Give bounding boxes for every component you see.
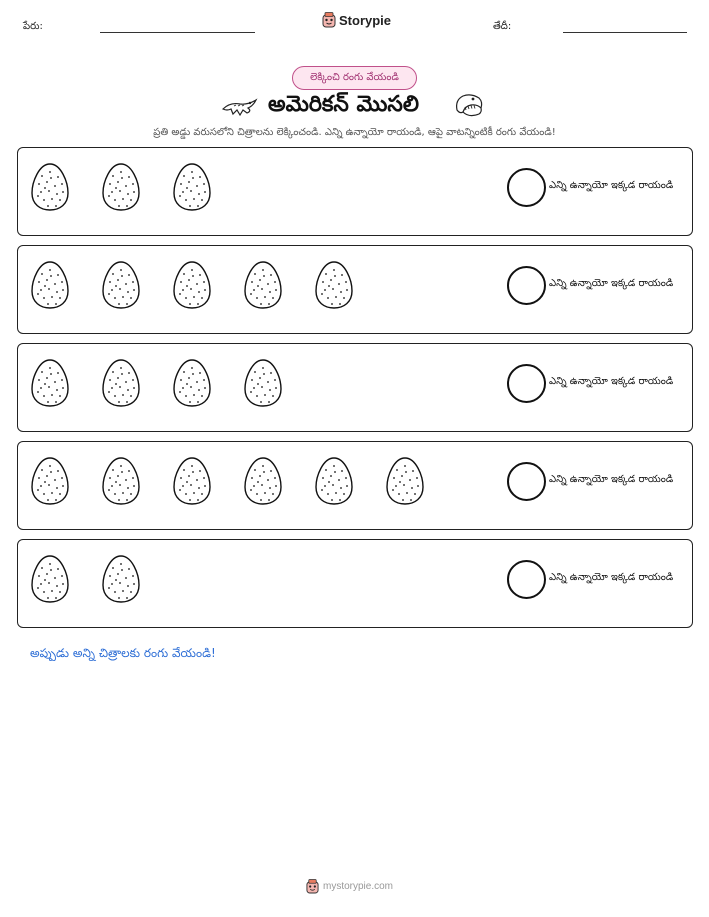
answer-circle[interactable]: [507, 560, 546, 599]
egg-icon[interactable]: [314, 260, 354, 310]
activity-badge: లెక్కించి రంగు వేయండి: [292, 66, 417, 90]
egg-icon[interactable]: [172, 358, 212, 408]
answer-circle[interactable]: [507, 266, 546, 305]
answer-circle[interactable]: [507, 462, 546, 501]
title-row: [0, 88, 709, 124]
storypie-mascot-icon: [322, 12, 336, 28]
egg-icon[interactable]: [314, 456, 354, 506]
date-label: తేదీ:: [493, 21, 512, 32]
name-line: [100, 32, 255, 33]
footer-note: అప్పుడు అన్ని చిత్రాలకు రంగు వేయండి!: [30, 646, 216, 660]
answer-circle[interactable]: [507, 364, 546, 403]
crocodile-head-icon: [453, 92, 485, 120]
counting-row: [17, 539, 693, 628]
brand-logo: [322, 12, 391, 28]
name-label: పేరు:: [23, 21, 43, 32]
egg-icon[interactable]: [243, 456, 283, 506]
answer-label: ఎన్ని ఉన్నాయో ఇక్కడ రాయండి: [549, 376, 674, 387]
date-line: [563, 32, 687, 33]
instruction-text: ప్రతి అడ్డు వరుసలోని చిత్రాలను లెక్కించండి. ఎన్ని ఉన్నాయో రాయండి, ఆపై వాటన్నింటికీ రంగు వేయండి!: [153, 127, 556, 138]
egg-icon[interactable]: [172, 162, 212, 212]
counting-row: [17, 245, 693, 334]
egg-icon[interactable]: [101, 358, 141, 408]
brand-name: Storypie: [339, 12, 392, 28]
counting-row: [17, 343, 693, 432]
egg-icon[interactable]: [243, 260, 283, 310]
egg-icon[interactable]: [172, 456, 212, 506]
answer-circle[interactable]: [507, 168, 546, 207]
egg-icon[interactable]: [385, 456, 425, 506]
worksheet-header: [0, 0, 709, 50]
storypie-mascot-icon: [306, 879, 319, 894]
egg-icon[interactable]: [30, 260, 70, 310]
egg-icon[interactable]: [30, 162, 70, 212]
answer-label: ఎన్ని ఉన్నాయో ఇక్కడ రాయండి: [549, 180, 674, 191]
site-footer: [306, 879, 393, 894]
answer-label: ఎన్ని ఉన్నాయో ఇక్కడ రాయండి: [549, 474, 674, 485]
site-url: mystorypie.com: [323, 881, 394, 892]
egg-icon[interactable]: [30, 554, 70, 604]
counting-row: [17, 441, 693, 530]
egg-icon[interactable]: [243, 358, 283, 408]
egg-icon[interactable]: [101, 554, 141, 604]
egg-icon[interactable]: [30, 456, 70, 506]
crocodile-icon: [222, 94, 258, 118]
answer-label: ఎన్ని ఉన్నాయో ఇక్కడ రాయండి: [549, 278, 674, 289]
page-title: అమెరికన్ మొసలి: [268, 92, 419, 117]
egg-icon[interactable]: [101, 260, 141, 310]
egg-icon[interactable]: [172, 260, 212, 310]
egg-icon[interactable]: [101, 456, 141, 506]
egg-icon[interactable]: [30, 358, 70, 408]
egg-icon[interactable]: [101, 162, 141, 212]
counting-row: [17, 147, 693, 236]
answer-label: ఎన్ని ఉన్నాయో ఇక్కడ రాయండి: [549, 572, 674, 583]
